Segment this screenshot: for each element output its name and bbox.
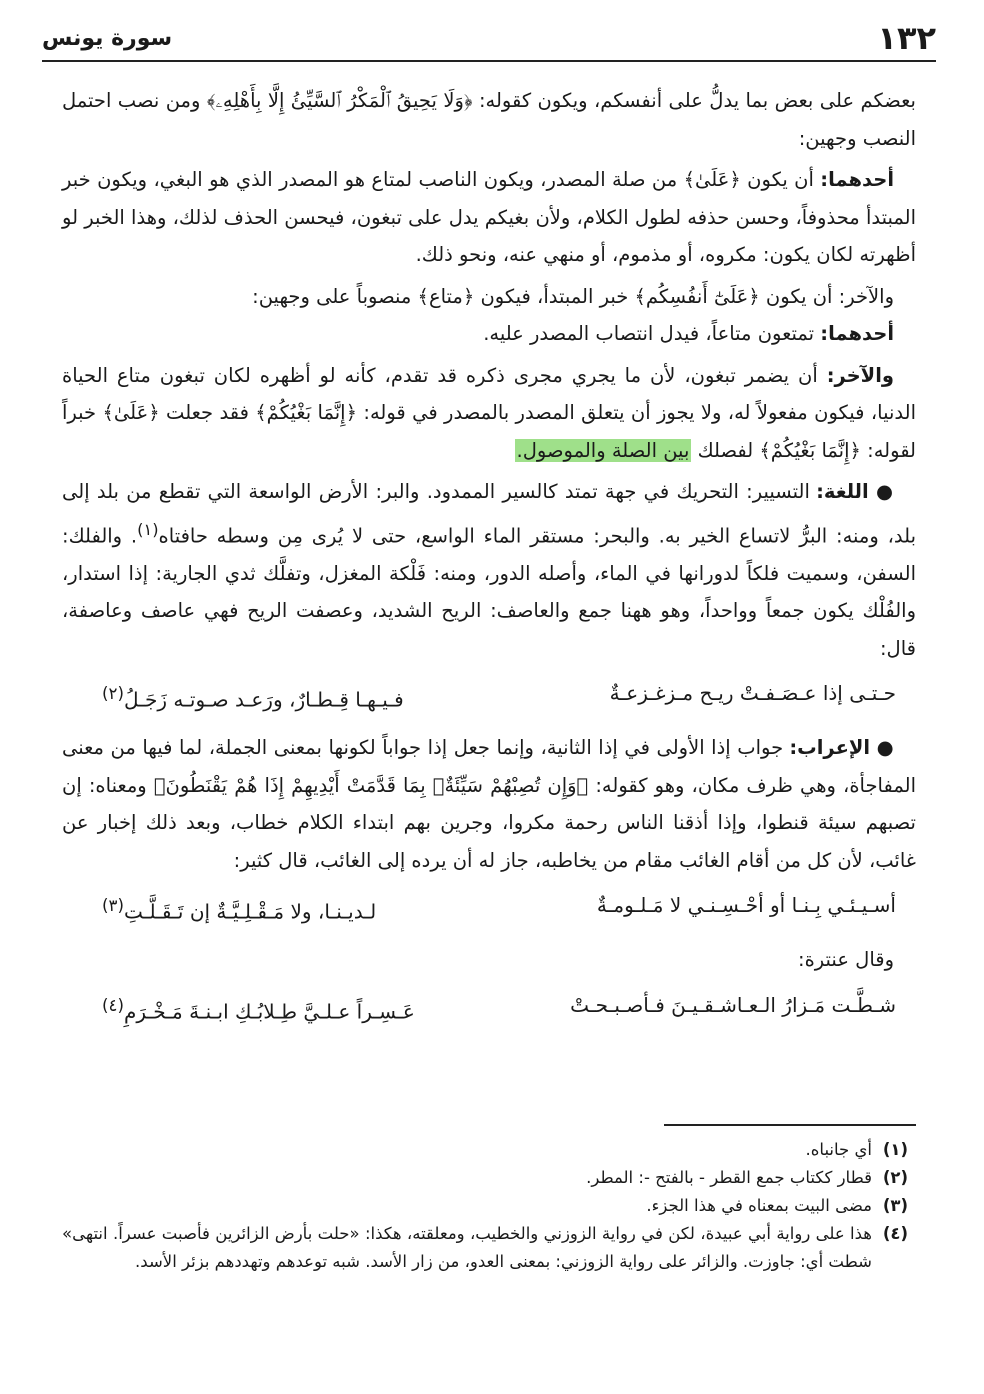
verse-text: عَـسِـراً عـلـيَّ طِـلابُـكِ ابـنـةَ مَـخْـرَمِ	[123, 999, 415, 1024]
paragraph-text: أن يضمر تبغون، لأن ما يجري مجرى ذكره قد تقدم، كأنه لو أظهره لكان تبغون متاع الحياة الدنيا، فيكون مفعولاً له، ولا يجوز أن يتعلق المصدر بالمصدر في قوله: ﴿إِنَّمَا بَغْيُكُمْ﴾ فقد جعلت ﴿عَلَىٰ﴾ خبراً لقوله: ﴿إِنَّمَا بَغْيُكُمْ﴾ لفصلك	[62, 363, 916, 462]
paragraph-text: التسيير: التحريك في جهة تمتد كالسير الممدود. والبر: الأرض الواسعة التي تقطع من بلد إلى بلد، ومنه: البرُّ لاتساع الخير به. والبحر: مستقر الماء الواسع، حتى لا يُرى مِن وسطه حافتاه	[62, 480, 916, 547]
footnote-text: أي جانباه.	[805, 1140, 872, 1159]
footnote-item	[62, 1164, 908, 1192]
paragraph-first-sub	[62, 315, 916, 353]
page-number: ١٣٢	[877, 19, 936, 57]
footnotes	[62, 1136, 908, 1276]
footnote-number: (٤)	[882, 1224, 908, 1243]
bullet-icon: ●	[876, 736, 895, 760]
section-irab	[62, 729, 916, 879]
verse-first-hemistich: شـطَّـت مَـزارُ الـعـاشـقـيـنَ فـأصـبـحـتْ	[570, 992, 896, 1017]
main-text	[62, 82, 916, 1041]
footnote-item	[62, 1136, 908, 1164]
footnote-number: (٢)	[882, 1168, 908, 1187]
verse-line	[62, 675, 916, 719]
paragraph-second-sub	[62, 357, 916, 470]
term-ahaduhuma: أحدهما:	[820, 168, 894, 191]
paragraph-text: تمتعون متاعاً، فيدل انتصاب المصدر عليه.	[483, 322, 821, 345]
footnote-number: (٣)	[882, 1196, 908, 1215]
highlighted-text: بين الصلة والموصول.	[516, 438, 690, 462]
paragraph-text: أن يكون ﴿عَلَىٰ﴾ من صلة المصدر، ويكون الناصب لمتاع هو المصدر الذي هو البغي، ويكون خبر المبتدأ محذوفاً، وحسن حذفه لطول الكلام، ولأن بغيكم يدل على تبغون، فيحسن الحذف لذلك، وهذا الخبر لو أظهرته لكان يكون: مكروه، أو مذموم، أو منهي عنه، ونحو ذلك.	[62, 168, 916, 266]
paragraph-intro: بعضكم على بعض بما يدلُّ على أنفسكم، ويكون كقوله: ﴿وَلَا يَحِيقُ ٱلْمَكْرُ ٱلسَّيِّئُ إِلَّا بِأَهْلِهِۦ﴾ ومن نصب احتمل النصب وجهين:	[62, 89, 916, 150]
footnote-text: مضى البيت بمعناه في هذا الجزء.	[646, 1196, 872, 1215]
antara-intro: وقال عنترة:	[798, 948, 894, 972]
bullet-icon: ●	[875, 480, 894, 503]
verse-first-hemistich: حـتـى إذا عـصَـفـتْ ريـح مـزغـزعـةٌ	[609, 681, 896, 705]
footnote-ref: (٢)	[102, 684, 124, 703]
footnote-text: قطار ككتاب جمع القطر - بالفتح -: المطر.	[586, 1168, 872, 1187]
section-heading-irab: الإعراب:	[789, 736, 871, 760]
verse-second-hemistich	[102, 987, 415, 1031]
footnote-item	[62, 1192, 908, 1220]
paragraph-text: . والفلك: السفن، وسميت فلكاً لدورانها في الماء، وأصله الدور، ومنه: فَلْكة المغزل، وتفلَّك ثدي الجارية: إذا استدار، والفُلْك يكون جمعاً وواحداً، وهو ههنا جمع والعاصف: الريح الشديد، وعصفت الريح فهي عاصف وعاصفة، قال:	[62, 524, 916, 660]
section-lugha	[62, 473, 916, 667]
verse-text: فـيـهـا قِـطـارٌ، ورَعـد صـوتـه زَجَـلُ	[123, 687, 404, 712]
verse-second-hemistich	[102, 675, 404, 719]
paragraph-second-view: والآخر: أن يكون ﴿عَلَىٰٓ أَنفُسِكُم﴾ خبر المبتدأ، فيكون ﴿متاع﴾ منصوباً على وجهين:	[252, 284, 894, 308]
footnote-ref: (٤)	[102, 995, 124, 1015]
term-ahaduhuma: أحدهما:	[820, 322, 894, 345]
paragraph-text: جواب إذا الأولى في إذا الثانية، وإنما جعل إذا جواباً لكونها بمعنى الجملة، لما فيها من معنى المفاجأة، وهي ظرف مكان، وهو كقوله: ﴿وَإِن تُصِبْهُمْ سَيِّئَةٌۢ بِمَا قَدَّمَتْ أَيْدِيهِمْ إِذَا هُمْ يَقْنَطُونَ﴾ ومعناه: إن تصبهم سيئة قنطوا، وإذا أذقنا الناس رحمة مكروا، وجرين بهم ابتداء الكلام خطاب، وبعد ذلك إخبار عن غائب، لأن كل من أقام الغائب مقام من يخاطبه، جاز له أن يرده إلى الغائب، قال كثير:	[62, 736, 916, 872]
section-heading-lugha: اللغة:	[816, 480, 869, 503]
footnote-ref: (٣)	[102, 896, 124, 916]
verse-line	[62, 987, 916, 1031]
term-al-akhar: والآخر:	[826, 363, 894, 387]
verse-text: لـديـنـا، ولا مَـقْـلِـيَّـةٌ إن تَـقَـلَّـتِ	[123, 899, 377, 924]
surah-title: سورة يونس	[42, 26, 173, 51]
footnote-ref: (١)	[137, 519, 159, 539]
verse-line	[62, 887, 916, 931]
verse-first-hemistich: أسـيـئـي بِـنـا أو أحْـسِـنـي لا مَـلـومـةٌ	[596, 893, 896, 918]
footnote-number: (١)	[882, 1140, 908, 1159]
footnote-item	[62, 1220, 908, 1276]
verse-second-hemistich	[102, 887, 376, 931]
footnote-separator	[664, 1124, 916, 1126]
paragraph-first-view	[62, 161, 916, 274]
page-header	[42, 18, 936, 62]
footnote-text: هذا على رواية أبي عبيدة، لكن في رواية الزوزني والخطيب، ومعلقته، هكذا: «حلت بأرض الزائرين فأصبت عسراً. انتهى» شطت أي: جاوزت. والزائر على رواية الزوزني: بمعنى العدو، من زار الأسد. شبه توعدهم وتهددهم بزئر الأسد.	[62, 1224, 872, 1271]
